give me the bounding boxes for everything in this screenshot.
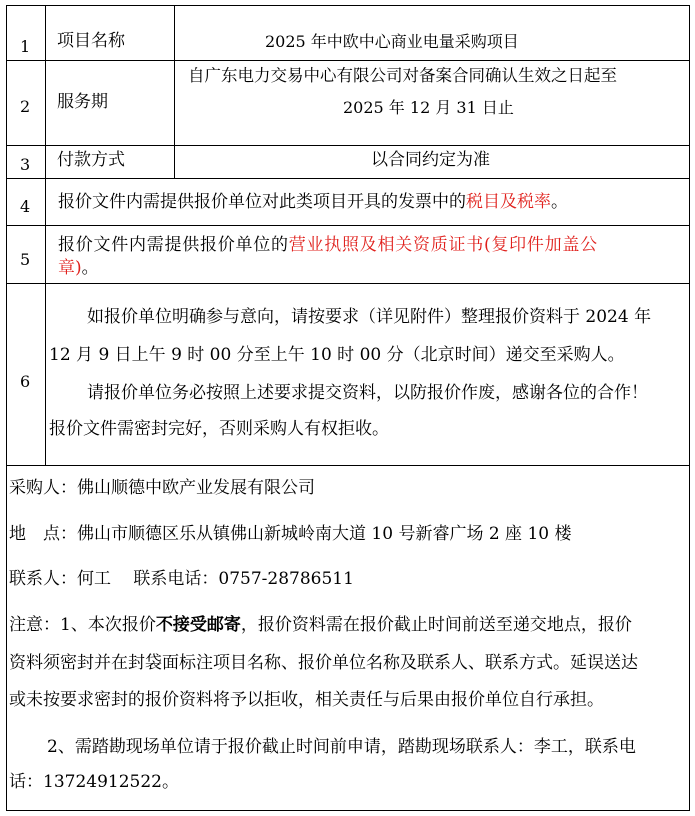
no-mail-highlight: 不接受邮寄 bbox=[155, 615, 241, 635]
service-period-value-line2: 2025 年 12 月 31 日止 bbox=[343, 98, 514, 117]
note-line3: 或未按要求密封的报价资料将予以拒收，相关责任与后果由报价单位自行承担。 bbox=[9, 690, 604, 710]
row-divider bbox=[7, 465, 689, 466]
service-period-value-line1: 自广东电力交易中心有限公司对备案合同确认生效之日起至 bbox=[188, 66, 617, 85]
site-visit-note-line1: 2、需踏勘现场单位请于报价截止时间前申请，踏勘现场联系人：李工，联系电 bbox=[47, 737, 636, 757]
reminder-line1: 请报价单位务必按照上述要求提交资料，以防报价作废，感谢各位的合作！ bbox=[87, 383, 648, 403]
row-number: 6 bbox=[20, 372, 31, 391]
submission-instruction-line2: 12 月 9 日上午 9 时 00 分至上午 10 时 00 分（北京时间）递交至采购人。 bbox=[49, 345, 625, 365]
service-period-label: 服务期 bbox=[57, 92, 108, 112]
row-divider bbox=[7, 225, 689, 226]
tax-requirement-text: 报价文件内需提供报价单位对此类项目开具的发票中的税目及税率。 bbox=[58, 192, 568, 212]
license-requirement-line1: 报价文件内需提供报价单位的营业执照及相关资质证书(复印件加盖公 bbox=[58, 235, 598, 255]
row-divider bbox=[7, 145, 689, 146]
address-info: 地 点：佛山市顺德区乐从镇佛山新城岭南大道 10 号新睿广场 2 座 10 楼 bbox=[9, 524, 572, 544]
notice-table bbox=[6, 5, 690, 811]
site-visit-note-line2: 话：13724912522。 bbox=[9, 772, 179, 792]
contact-info: 联系人：何工 联系电话：0757-28786511 bbox=[9, 569, 354, 589]
note-line1: 注意：1、本次报价不接受邮寄，报价资料需在报价截止时间前送至递交地点，报价 bbox=[9, 615, 632, 635]
project-name-label: 项目名称 bbox=[57, 31, 125, 51]
payment-method-value: 以合同约定为准 bbox=[371, 150, 490, 170]
reminder-line2: 报价文件需密封完好，否则采购人有权拒收。 bbox=[49, 419, 389, 439]
column-divider bbox=[45, 6, 46, 465]
row-divider bbox=[7, 60, 689, 61]
buyer-info: 采购人：佛山顺德中欧产业发展有限公司 bbox=[9, 478, 315, 498]
row-divider bbox=[7, 178, 689, 179]
submission-instruction-line1: 如报价单位明确参与意向，请按要求（详见附件）整理报价资料于 2024 年 bbox=[87, 307, 652, 327]
row-number: 5 bbox=[20, 250, 31, 269]
row-number: 4 bbox=[20, 197, 31, 216]
project-name-value: 2025 年中欧中心商业电量采购项目 bbox=[265, 32, 519, 51]
row-number: 3 bbox=[20, 155, 31, 174]
row-number: 1 bbox=[20, 37, 31, 56]
row-divider bbox=[7, 283, 689, 284]
license-requirement-line2: 章)。 bbox=[58, 258, 99, 278]
column-divider bbox=[174, 6, 175, 178]
note-line2: 资料须密封并在封袋面标注项目名称、报价单位名称及联系人、联系方式。延误送达 bbox=[9, 653, 638, 673]
row-number: 2 bbox=[20, 97, 31, 116]
tax-item-highlight: 税目及税率 bbox=[466, 192, 551, 212]
license-highlight: 营业执照及相关资质证书(复印件加盖公 bbox=[288, 235, 598, 255]
payment-method-label: 付款方式 bbox=[57, 150, 125, 170]
